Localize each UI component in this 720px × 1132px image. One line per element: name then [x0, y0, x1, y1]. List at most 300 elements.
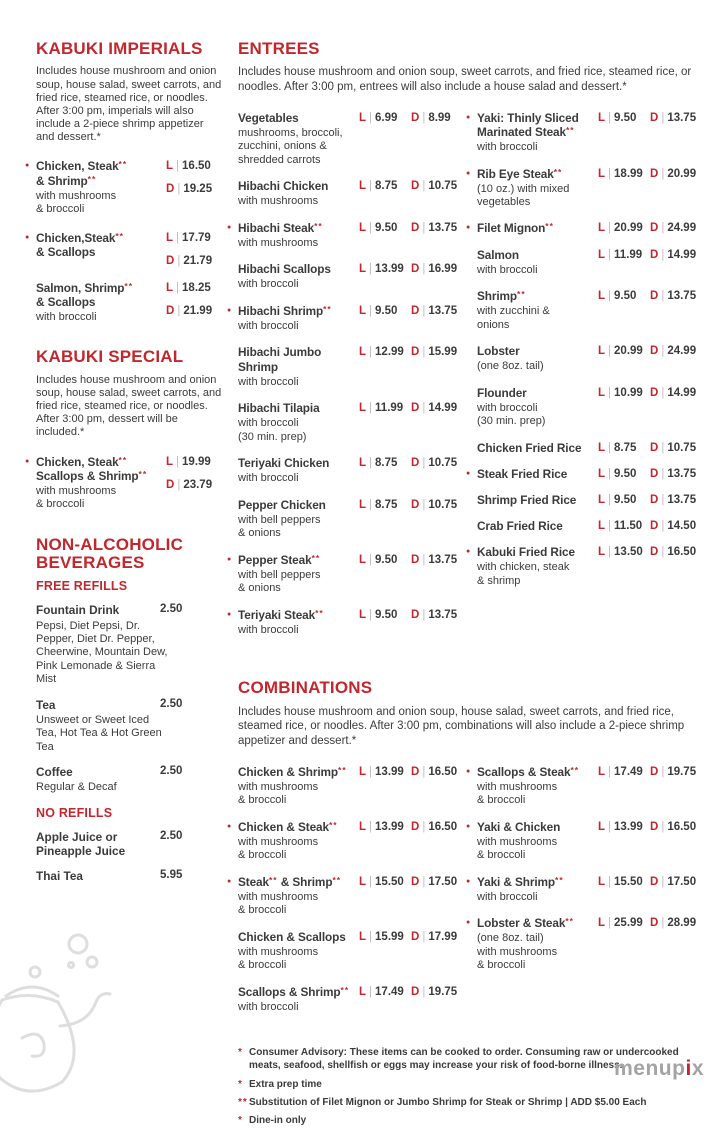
lunch-price-value: 13.99 [375, 263, 404, 276]
dinner-price [411, 876, 457, 888]
combinations-column-1 [227, 764, 463, 1026]
menu-item-text [238, 111, 359, 167]
dinner-label: D [166, 478, 175, 491]
menu-item-text [238, 608, 359, 638]
dinner-label: D [650, 386, 659, 399]
menu-item-name: Chicken Fried Rice [477, 440, 582, 455]
menu-item-text [477, 875, 598, 905]
beverage-price: 5.95 [160, 868, 183, 881]
menu-item [238, 456, 463, 486]
dinner-label: D [650, 441, 659, 454]
menu-item-text [477, 167, 598, 210]
advisory-bullet-icon: ● [227, 555, 232, 563]
lunch-label: L [359, 608, 367, 621]
menu-item [25, 230, 224, 267]
menu-item-prices [598, 493, 702, 506]
dinner-label: D [650, 820, 659, 833]
lunch-label: L [166, 160, 174, 173]
menu-item-text [238, 765, 359, 808]
dinner-price [411, 346, 457, 358]
price-separator: | [661, 248, 665, 261]
menu-item-text [238, 221, 359, 251]
dinner-price [650, 876, 696, 888]
section-combinations [227, 678, 702, 1026]
footnote-marker: * [238, 1047, 243, 1059]
beverage-description: Unsweet or Sweet Iced Tea, Hot Tea & Hot Green Tea [36, 713, 162, 753]
menu-item-name: Hibachi Steak** [238, 220, 323, 235]
price-separator: | [176, 160, 180, 173]
lunch-price [359, 457, 411, 469]
lunch-price [598, 876, 650, 888]
lunch-label: L [166, 281, 174, 294]
lunch-price-value: 18.99 [614, 167, 643, 180]
menu-item-description: with broccoli [238, 623, 299, 636]
price-separator: | [608, 875, 612, 888]
lunch-price-value: 18.25 [182, 281, 211, 294]
lunch-label: L [359, 875, 367, 888]
lunch-price-value: 9.50 [614, 111, 637, 124]
lunch-price [359, 554, 411, 566]
menu-item-text [477, 765, 598, 808]
dinner-price-value: 16.50 [667, 546, 697, 559]
price-separator: | [608, 248, 612, 261]
menu-item-name: Hibachi Scallops [238, 262, 331, 277]
menu-item-prices [598, 289, 702, 302]
menu-item-text [238, 985, 359, 1015]
kabuki-special-intro: Includes house mushroom and onion soup, house salad, sweet carrots, and fried rice, steamed rice, or noodles. After 3:00 pm, dessert will be included.* [36, 373, 222, 439]
price-separator: | [177, 254, 181, 267]
lunch-price-value: 12.99 [375, 346, 404, 359]
section-beverages [36, 536, 224, 883]
combinations-intro: Includes house mushroom and onion soup, house salad, sweet carrots, and fried rice, steamed rice, or noodles. After 3:00 pm, combinations will also include a 2-piece shrimp appetizer and dessert.* [238, 705, 685, 747]
dinner-price [650, 290, 696, 302]
menu-item [36, 281, 224, 325]
dinner-label: D [650, 765, 659, 778]
menu-item-name: Chicken & Shrimp** [238, 764, 347, 779]
price-separator: | [661, 917, 665, 930]
dinner-price [650, 442, 696, 454]
lunch-price [598, 442, 650, 454]
price-separator: | [608, 111, 612, 124]
lunch-price [359, 222, 411, 234]
menu-item-prices [359, 608, 463, 621]
beverage-row [36, 698, 224, 712]
menu-item [477, 519, 702, 533]
dinner-price [650, 520, 696, 532]
dinner-label: D [166, 254, 175, 267]
lunch-price [359, 876, 411, 888]
no-refills-subheading: NO REFILLS [36, 805, 113, 820]
dinner-price-value: 10.75 [428, 498, 458, 511]
lunch-label: L [598, 765, 606, 778]
dinner-label: D [411, 180, 420, 193]
lunch-price [598, 168, 650, 180]
lunch-price-value: 13.50 [614, 546, 643, 559]
dinner-price [411, 112, 451, 124]
dinner-label: D [411, 498, 420, 511]
dinner-price [650, 112, 696, 124]
menu-item-text [477, 248, 598, 278]
menu-item [477, 344, 702, 374]
menu-item-prices [359, 221, 463, 234]
price-separator: | [661, 765, 665, 778]
menu-item-text [238, 262, 359, 292]
lunch-price-value: 17.79 [182, 231, 211, 244]
price-separator: | [608, 917, 612, 930]
menu-item-description: with mushrooms & broccoli [36, 189, 117, 216]
dinner-price-value: 28.99 [667, 917, 697, 930]
lunch-price [598, 546, 650, 558]
menu-item-name: Yaki & Shrimp** [477, 874, 564, 889]
menu-item [466, 166, 702, 210]
menu-item-prices [598, 386, 702, 399]
menu-item-description: (one 8oz. tail) with mushrooms & broccoli [477, 932, 558, 972]
dinner-price [411, 499, 457, 511]
menu-item [466, 110, 702, 155]
menu-item-description: with broccoli [477, 141, 538, 154]
lunch-price [359, 821, 411, 833]
dinner-price-value: 13.75 [428, 304, 458, 317]
lunch-price-value: 9.50 [375, 304, 398, 317]
price-separator: | [369, 608, 373, 621]
menu-item-prices [598, 820, 702, 833]
menu-item-description: with mushrooms & broccoli [238, 835, 319, 862]
menu-item-name: Hibachi Chicken [238, 179, 329, 194]
menu-item-prices [359, 456, 463, 469]
menu-item-text [36, 159, 166, 216]
price-separator: | [608, 520, 612, 533]
dinner-price [411, 180, 457, 192]
menu-item-prices [598, 344, 702, 357]
menu-item [466, 874, 702, 905]
beverage-price: 2.50 [160, 765, 183, 778]
menu-item-name: Salmon [477, 247, 520, 262]
brand-accent-letter: i [685, 1057, 692, 1080]
dinner-label: D [650, 345, 659, 358]
dinner-label: D [411, 875, 420, 888]
menu-item [466, 764, 702, 808]
dinner-price [650, 821, 696, 833]
lunch-price-value: 15.99 [375, 930, 404, 943]
price-separator: | [422, 498, 426, 511]
dinner-label: D [411, 221, 420, 234]
menu-item-text [238, 930, 359, 973]
lunch-label: L [359, 221, 367, 234]
beverage-name: Coffee [36, 765, 73, 780]
lunch-label: L [598, 441, 606, 454]
lunch-price [359, 986, 411, 998]
advisory-bullet-icon: ● [227, 610, 232, 618]
price-separator: | [422, 930, 426, 943]
menu-item-description: with broccoli [238, 472, 299, 485]
menu-item-text [477, 467, 598, 481]
dinner-price [411, 222, 457, 234]
menu-item-name: Shrimp Fried Rice [477, 493, 577, 508]
menu-item-name: Chicken & Scallops [238, 929, 346, 944]
price-separator: | [369, 765, 373, 778]
price-separator: | [608, 386, 612, 399]
dinner-price [650, 494, 696, 506]
dinner-price-value: 24.99 [667, 345, 697, 358]
dinner-price [166, 479, 224, 491]
lunch-price [359, 609, 411, 621]
price-separator: | [422, 608, 426, 621]
lunch-price-value: 17.49 [614, 765, 643, 778]
beverage-description: Pepsi, Diet Pepsi, Dr. Pepper, Diet Dr. Pepper, Cheerwine, Mountain Dew, Pink Lemonade & Sierra Mist [36, 619, 168, 686]
combinations-column-2 [466, 764, 702, 985]
menu-item-text [36, 455, 166, 512]
menu-item-name: Scallops & Steak** [477, 764, 580, 779]
menu-item-name: Steak** & Shrimp** [238, 874, 342, 889]
lunch-price-value: 17.49 [375, 985, 404, 998]
menu-item-name: Vegetables [238, 110, 299, 125]
dinner-price-value: 8.99 [428, 111, 451, 124]
price-separator: | [369, 221, 373, 234]
menu-item-description: with mushrooms [238, 195, 319, 208]
menu-item [238, 179, 463, 209]
menu-item-prices [166, 281, 224, 317]
lunch-price [598, 249, 650, 261]
menu-item-name: Steak Fried Rice [477, 466, 568, 481]
dinner-label: D [411, 765, 420, 778]
kabuki-special-items [25, 454, 224, 512]
menu-item-text [36, 231, 166, 259]
dinner-price-value: 14.50 [667, 520, 697, 533]
beverage-name: Thai Tea [36, 868, 83, 883]
menu-item-text [477, 289, 598, 332]
menu-item [466, 819, 702, 863]
price-separator: | [608, 765, 612, 778]
menu-item-description: with broccoli [238, 320, 299, 333]
price-separator: | [608, 820, 612, 833]
dinner-label: D [411, 346, 420, 359]
advisory-bullet-icon: ● [466, 469, 471, 477]
price-separator: | [661, 546, 665, 559]
menu-item-text [238, 401, 359, 444]
menu-item [25, 454, 224, 512]
dinner-price-value: 10.75 [428, 457, 458, 470]
lunch-label: L [359, 263, 367, 276]
price-separator: | [177, 183, 181, 196]
lunch-price [359, 346, 411, 358]
dinner-price-value: 20.99 [667, 167, 697, 180]
lunch-price [166, 282, 218, 294]
menu-item [238, 985, 463, 1015]
dinner-price [411, 931, 457, 943]
lunch-price-value: 6.99 [375, 111, 398, 124]
lunch-price [359, 305, 411, 317]
lunch-price-value: 20.99 [614, 222, 643, 235]
menu-item-prices [359, 875, 463, 888]
dinner-price-value: 21.99 [183, 304, 213, 317]
menu-item [238, 262, 463, 292]
price-separator: | [369, 985, 373, 998]
lunch-price-value: 9.50 [614, 494, 637, 507]
lunch-price [598, 387, 650, 399]
menu-item-prices [598, 167, 702, 180]
lunch-price-value: 13.99 [375, 820, 404, 833]
price-separator: | [661, 520, 665, 533]
menu-item [466, 916, 702, 972]
beverage-item [36, 869, 224, 883]
beverage-price: 2.50 [160, 829, 183, 842]
dinner-price-value: 17.99 [428, 930, 458, 943]
menu-item [25, 159, 224, 216]
dinner-label: D [650, 546, 659, 559]
beverage-item [36, 830, 224, 858]
menu-item [477, 248, 702, 278]
dinner-label: D [411, 304, 420, 317]
dinner-price [411, 986, 457, 998]
advisory-bullet-icon: ● [25, 162, 30, 170]
dinner-label: D [650, 290, 659, 303]
price-separator: | [422, 985, 426, 998]
price-separator: | [422, 346, 426, 359]
price-separator: | [369, 180, 373, 193]
lunch-price-value: 16.50 [182, 160, 211, 173]
dinner-price-value: 23.79 [183, 478, 213, 491]
menu-item [238, 765, 463, 808]
dinner-price-value: 13.75 [667, 111, 697, 124]
lunch-label: L [598, 546, 606, 559]
footnote-marker: * [238, 1114, 243, 1126]
advisory-bullet-icon: ● [466, 919, 471, 927]
menu-item-name: Lobster [477, 344, 520, 359]
entrees-column-2 [466, 110, 702, 601]
beverage-row [36, 603, 224, 617]
dinner-price [650, 249, 696, 261]
dinner-price [650, 766, 696, 778]
lunch-price-value: 11.99 [614, 248, 643, 261]
menu-item-prices [359, 765, 463, 778]
menupix-watermark [614, 1057, 704, 1081]
menu-item-name: Shrimp** [477, 289, 526, 304]
dinner-price-value: 14.99 [667, 248, 697, 261]
kabuki-imperials-intro: Includes house mushroom and onion soup, house salad, sweet carrots, and fried rice, steamed rice, or noodles. After 3:00 pm, imperials will also include a 2-piece shrimp appetizer and dessert.* [36, 65, 222, 144]
dinner-label: D [411, 930, 420, 943]
menu-item-prices [359, 985, 463, 998]
dinner-price-value: 10.75 [428, 180, 458, 193]
price-separator: | [661, 386, 665, 399]
menu-item-text [238, 345, 359, 389]
dinner-label: D [650, 248, 659, 261]
dinner-price-value: 10.75 [667, 441, 697, 454]
dinner-price [650, 917, 696, 929]
dinner-price [411, 457, 457, 469]
lunch-price-value: 13.99 [375, 765, 404, 778]
price-separator: | [422, 402, 426, 415]
beverage-row [36, 869, 224, 883]
lunch-price-value: 20.99 [614, 345, 643, 358]
lunch-label: L [359, 820, 367, 833]
no-refills-items [36, 830, 224, 883]
beverage-row [36, 765, 224, 779]
entrees-intro: Includes house mushroom and onion soup, sweet carrots, and fried rice, steamed rice, or noodles. After 3:00 pm, entrees will also include a house salad and dessert.* [238, 66, 692, 94]
menu-item-text [477, 916, 598, 972]
advisory-bullet-icon: ● [466, 224, 471, 232]
lunch-label: L [598, 248, 606, 261]
dinner-label: D [411, 457, 420, 470]
price-separator: | [608, 290, 612, 303]
menu-item-prices [598, 875, 702, 888]
price-separator: | [176, 281, 180, 294]
menu-item-description: (10 oz.) with mixed vegetables [477, 182, 570, 209]
dinner-price-value: 14.99 [428, 402, 458, 415]
lunch-label: L [598, 222, 606, 235]
menu-item [477, 441, 702, 455]
advisory-bullet-icon: ● [466, 877, 471, 885]
brand-text-right: x [691, 1057, 704, 1080]
dinner-price [411, 821, 457, 833]
menu-item-prices [359, 111, 463, 124]
menu-item [466, 221, 702, 236]
menu-item-description: with broccoli (30 min. prep) [477, 401, 546, 428]
menu-item-prices [598, 519, 702, 532]
lunch-price-value: 11.99 [375, 402, 404, 415]
price-separator: | [369, 930, 373, 943]
price-separator: | [661, 467, 665, 480]
price-separator: | [661, 290, 665, 303]
menu-item [227, 303, 463, 334]
footnote [238, 1096, 694, 1109]
dinner-label: D [411, 263, 420, 276]
lunch-price [598, 520, 650, 532]
kabuki-special-title: KABUKI SPECIAL [36, 347, 184, 367]
menu-item-prices [359, 820, 463, 833]
menu-item-name: Kabuki Fried Rice [477, 545, 575, 560]
advisory-bullet-icon: ● [227, 877, 232, 885]
dinner-price [650, 468, 696, 480]
menu-item-name: Chicken, Steak** Scallops & Shrimp** [36, 454, 148, 483]
lunch-price-value: 9.50 [614, 290, 637, 303]
dinner-price-value: 15.99 [428, 346, 458, 359]
price-separator: | [422, 304, 426, 317]
footnote-marker: * [238, 1078, 243, 1090]
dinner-price-value: 19.25 [183, 183, 213, 196]
dinner-price-value: 16.50 [667, 820, 697, 833]
lunch-price [166, 456, 218, 468]
menu-item-prices [598, 916, 702, 929]
menu-item-text [238, 498, 359, 541]
menu-item [227, 220, 463, 251]
menu-item-prices [359, 930, 463, 943]
price-separator: | [369, 875, 373, 888]
price-separator: | [608, 441, 612, 454]
menu-item-name: Teriyaki Steak** [238, 607, 324, 622]
lunch-label: L [359, 180, 367, 193]
dinner-label: D [411, 553, 420, 566]
dinner-price [650, 387, 696, 399]
kabuki-imperials-items [25, 159, 224, 324]
dinner-price [166, 305, 224, 317]
price-separator: | [608, 222, 612, 235]
dinner-price-value: 24.99 [667, 222, 697, 235]
menu-item-prices [598, 111, 702, 124]
menu-item-text [477, 820, 598, 863]
menu-item-prices [359, 262, 463, 275]
dinner-price [411, 263, 457, 275]
menu-item [227, 552, 463, 596]
lunch-price-value: 8.75 [375, 180, 398, 193]
menu-item-text [477, 441, 598, 455]
price-separator: | [661, 222, 665, 235]
lunch-label: L [166, 455, 174, 468]
dinner-label: D [650, 494, 659, 507]
lunch-price [359, 112, 411, 124]
dinner-price [411, 609, 457, 621]
menu-item-prices [598, 441, 702, 454]
menu-item-name: Salmon, Shrimp** & Scallops [36, 280, 134, 309]
